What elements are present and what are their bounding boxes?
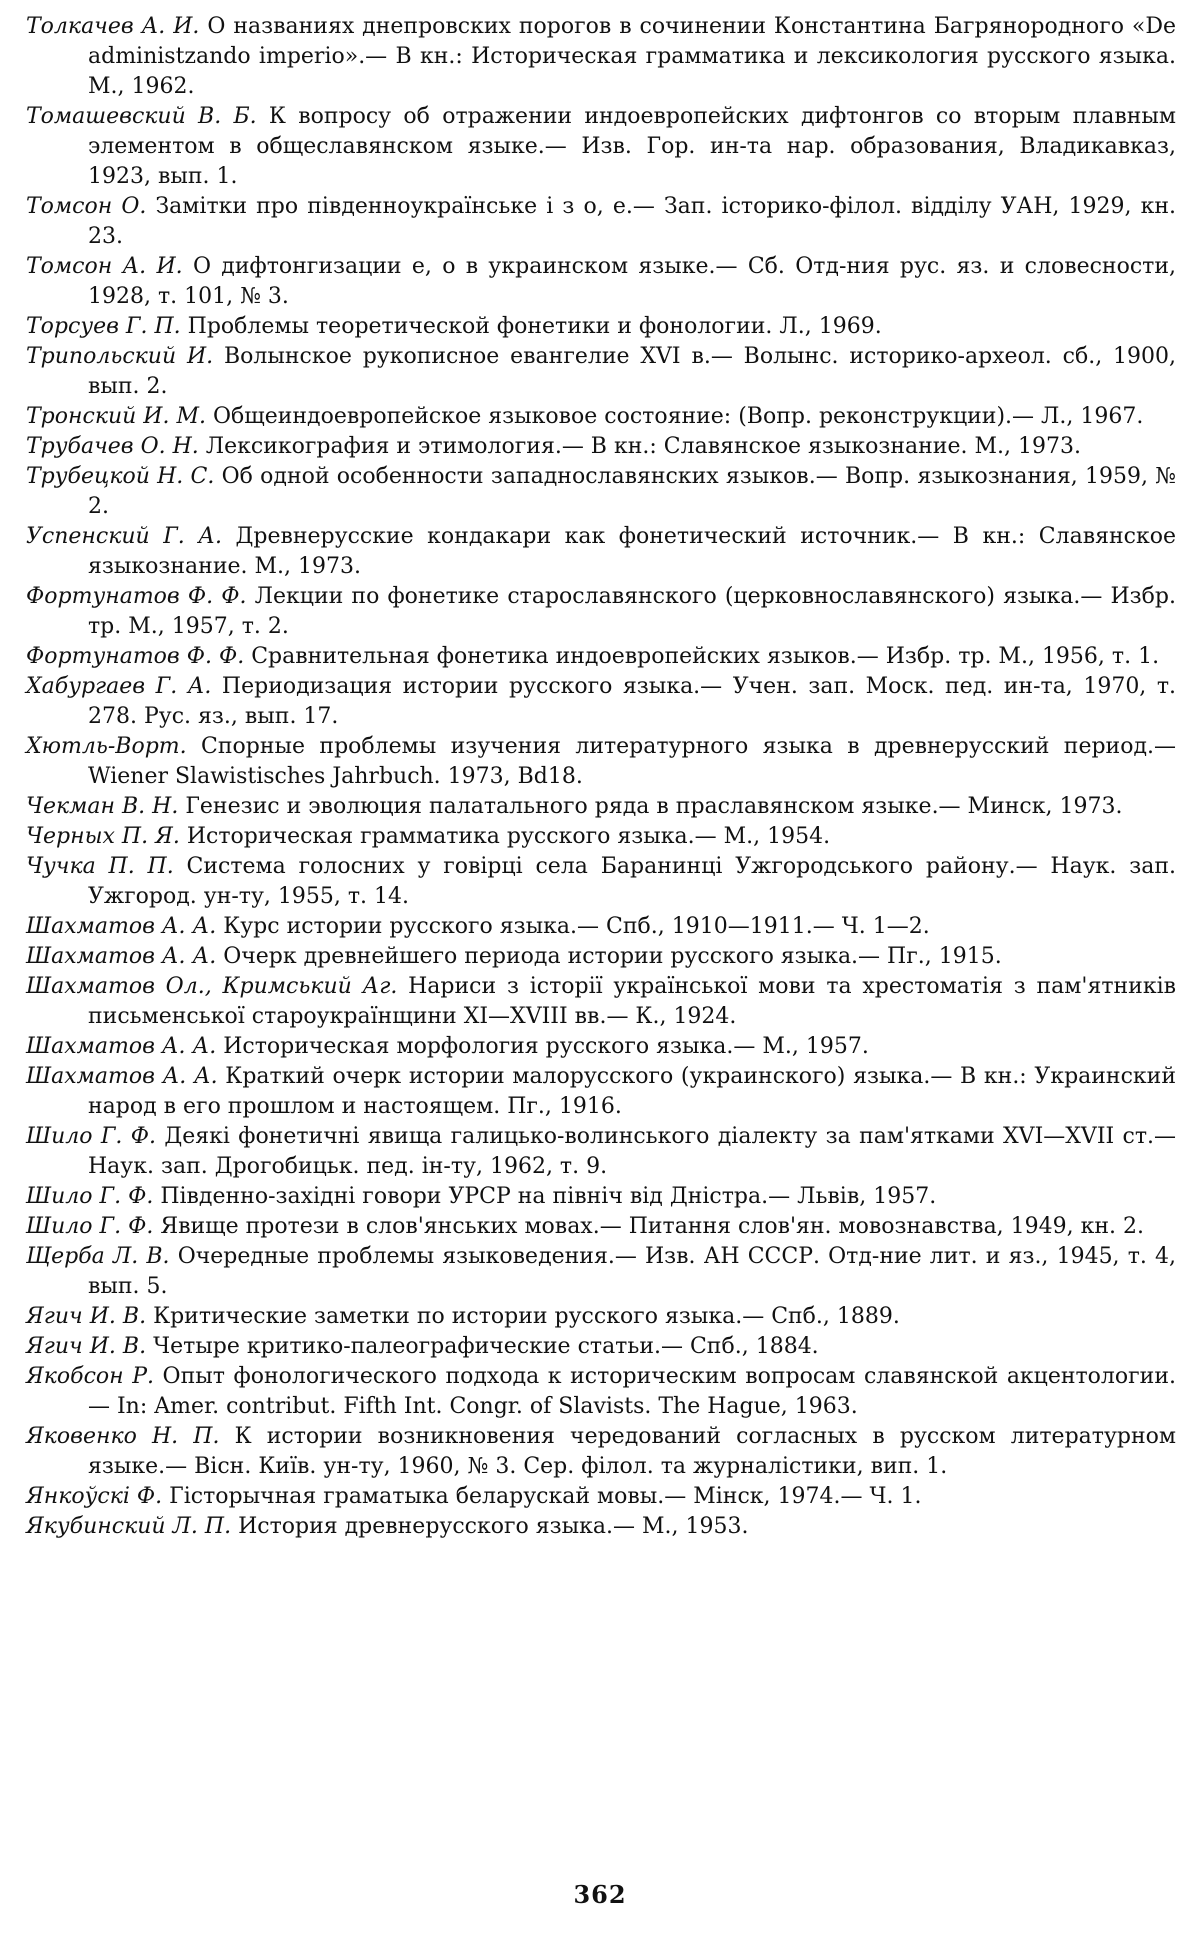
entry-author: Щерба Л. В. [26,1244,170,1269]
page-number: 362 [573,1880,627,1909]
entry-author: Хабургаев Г. А. [26,674,212,699]
entry-text: О дифтонгизации е, о в украинском языке.— Сб. Отд-ния рус. яз. и словесности, 1928, т. 101, № 3. [88,254,1176,309]
entry-text: Общеиндоевропейское языковое состояние: (Вопр. реконструкции).— Л., 1967. [205,404,1144,429]
bibliography-entry [26,822,1176,852]
bibliography-entry [26,522,1176,582]
entry-author: Якубинский Л. П. [26,1514,232,1539]
entry-text: Опыт фонологического подхода к историческим вопросам славянской акцентологии.— In: Amer. contribut. Fifth Int. Congr. of Slavists. The Hague, 1963. [88,1364,1176,1419]
bibliography-entry [26,1182,1176,1212]
entry-text: Историческая грамматика русского языка.— М., 1954. [179,824,831,849]
entry-author: Шахматов А. А. [26,1034,217,1059]
entry-author: Яковенко Н. П. [26,1424,220,1449]
entry-author: Томсон А. И. [26,254,183,279]
entry-author: Янкоўскі Ф. [26,1484,163,1509]
entry-text: Проблемы теоретической фонетики и фонологии. Л., 1969. [180,314,882,339]
entry-author: Фортунатов Ф. Ф. [26,644,245,669]
entry-text: Явище протези в слов'янських мовах.— Питання слов'ян. мовознавства, 1949, кн. 2. [153,1214,1145,1239]
bibliography-entry [26,1332,1176,1362]
bibliography-entry [26,312,1176,342]
entry-author: Шахматов А. А. [26,914,217,939]
entry-text: Об одной особенности западнославянских языков.— Вопр. языкознания, 1959, № 2. [88,464,1177,519]
entry-author: Фортунатов Ф. Ф. [26,584,247,609]
entry-text: История древнерусского языка.— М., 1953. [231,1514,749,1539]
entry-text: К истории возникновения чередований согласных в русском литературном языке.— Вісн. Київ. ун-ту, 1960, № 3. Сер. філол. та журналістики, вип. 1. [88,1424,1176,1479]
entry-text: Очередные проблемы языковедения.— Изв. АН СССР. Отд-ние лит. и яз., 1945, т. 4, вып. 5. [88,1244,1177,1299]
entry-text: Система голосних у говірці села Баранинці Ужгородського району.— Наук. зап. Ужгород. ун-ту, 1955, т. 14. [88,854,1176,909]
bibliography-entry [26,252,1176,312]
entry-author: Трипольский И. [26,344,214,369]
bibliography-entry [26,1032,1176,1062]
bibliography-entry [26,852,1176,912]
bibliography-entry [26,12,1176,102]
entry-author: Ягич И. В. [26,1334,147,1359]
bibliography-entry [26,1242,1176,1302]
entry-text: Лексикография и этимология.— В кн.: Славянское языкознание. М., 1973. [198,434,1081,459]
bibliography-entry [26,642,1176,672]
bibliography-entry [26,582,1176,642]
entry-text: Историческая морфология русского языка.— М., 1957. [216,1034,869,1059]
entry-author: Толкачев А. И. [26,14,200,39]
bibliography-entry [26,1512,1176,1542]
entry-text: Генезис и эволюция палатального ряда в праславянском языке.— Минск, 1973. [178,794,1123,819]
entry-author: Шахматов Ол., Кримський Аг. [26,974,398,999]
bibliography-entry [26,192,1176,252]
entry-author: Трубачев О. Н. [26,434,199,459]
entry-author: Черных П. Я. [26,824,180,849]
entry-text: Спорные проблемы изучения литературного языка в древнерусский период.— Wiener Slawistisches Jahrbuch. 1973, Bd18. [88,734,1176,789]
entry-author: Шило Г. Ф. [26,1214,154,1239]
entry-author: Чекман В. Н. [26,794,179,819]
bibliography-entry [26,1122,1176,1182]
bibliography-entry [26,732,1176,792]
entry-text: Лекции по фонетике старославянского (церковнославянского) языка.— Избр. тр. М., 1957, т. 2. [88,584,1177,639]
entry-author: Торсуев Г. П. [26,314,181,339]
entry-author: Томсон О. [26,194,147,219]
entry-text: Замітки про південноукраїнське і з о, е.— Зап. історико-філол. відділу УАН, 1929, кн. 23. [88,194,1176,249]
bibliography-list [26,12,1176,1542]
bibliography-entry [26,1212,1176,1242]
entry-text: Критические заметки по истории русского языка.— Спб., 1889. [146,1304,900,1329]
entry-text: Периодизация истории русского языка.— Учен. зап. Моск. пед. ин-та, 1970, т. 278. Рус. яз., вып. 17. [88,674,1176,729]
entry-text: Древнерусские кондакари как фонетический источник.— В кн.: Славянское языкознание. М., 1973. [88,524,1176,579]
bibliography-entry [26,912,1176,942]
bibliography-entry [26,1362,1176,1422]
bibliography-entry [26,342,1176,402]
bibliography-entry [26,1482,1176,1512]
bibliography-entry [26,1422,1176,1482]
entry-text: Деякі фонетичні явища галицько-волинського діалекту за пам'ятками XVI—XVII ст.— Наук. зап. Дрогобицьк. пед. ін-ту, 1962, т. 9. [88,1124,1177,1179]
entry-author: Якобсон Р. [26,1364,154,1389]
entry-text: Волынское рукописное евангелие XVI в.— Волынс. историко-археол. сб., 1900, вып. 2. [88,344,1176,399]
bibliography-entry [26,402,1176,432]
entry-author: Успенский Г. А. [26,524,222,549]
entry-author: Чучка П. П. [26,854,174,879]
entry-text: Нариси з історії української мови та хрестоматія з пам'ятників письменської староукраїнщини XI—XVIII вв.— К., 1924. [88,974,1176,1029]
entry-text: Південно-західні говори УРСР на північ від Дністра.— Львів, 1957. [153,1184,937,1209]
bibliography-entry [26,1302,1176,1332]
entry-text: Краткий очерк истории малорусского (украинского) языка.— В кн.: Украинский народ в его прошлом и настоящем. Пг., 1916. [88,1064,1176,1119]
bibliography-entry [26,102,1176,192]
bibliography-entry [26,432,1176,462]
entry-author: Шахматов А. А. [26,1064,218,1089]
bibliography-entry [26,792,1176,822]
entry-text: Четыре критико-палеографические статьи.— Спб., 1884. [146,1334,819,1359]
bibliography-entry [26,1062,1176,1122]
bibliography-entry [26,462,1176,522]
entry-text: Гісторычная граматыка беларускай мовы.— Мінск, 1974.— Ч. 1. [162,1484,922,1509]
entry-author: Шахматов А. А. [26,944,217,969]
entry-author: Шило Г. Ф. [26,1184,154,1209]
entry-text: Очерк древнейшего периода истории русского языка.— Пг., 1915. [216,944,1002,969]
entry-text: К вопросу об отражении индоевропейских дифтонгов со вторым плавным элементом в общеславянском языке.— Изв. Гор. ин-та нар. образования, Владикавказ, 1923, вып. 1. [88,104,1176,189]
entry-author: Хютль-Ворт. [26,734,187,759]
bibliography-entry [26,672,1176,732]
bibliography-entry [26,972,1176,1032]
entry-text: Сравнительная фонетика индоевропейских языков.— Избр. тр. М., 1956, т. 1. [244,644,1160,669]
bibliography-entry [26,942,1176,972]
entry-author: Ягич И. В. [26,1304,147,1329]
entry-text: О названиях днепровских порогов в сочинении Константина Багрянородного «De administzando imperio».— В кн.: Историческая грамматика и лексикология русского языка. М., 1962. [88,14,1176,99]
entry-author: Шило Г. Ф. [26,1124,156,1149]
entry-author: Томашевский В. Б. [26,104,257,129]
entry-author: Тронский И. М. [26,404,206,429]
entry-text: Курс истории русского языка.— Спб., 1910—1911.— Ч. 1—2. [216,914,930,939]
entry-author: Трубецкой Н. С. [26,464,215,489]
